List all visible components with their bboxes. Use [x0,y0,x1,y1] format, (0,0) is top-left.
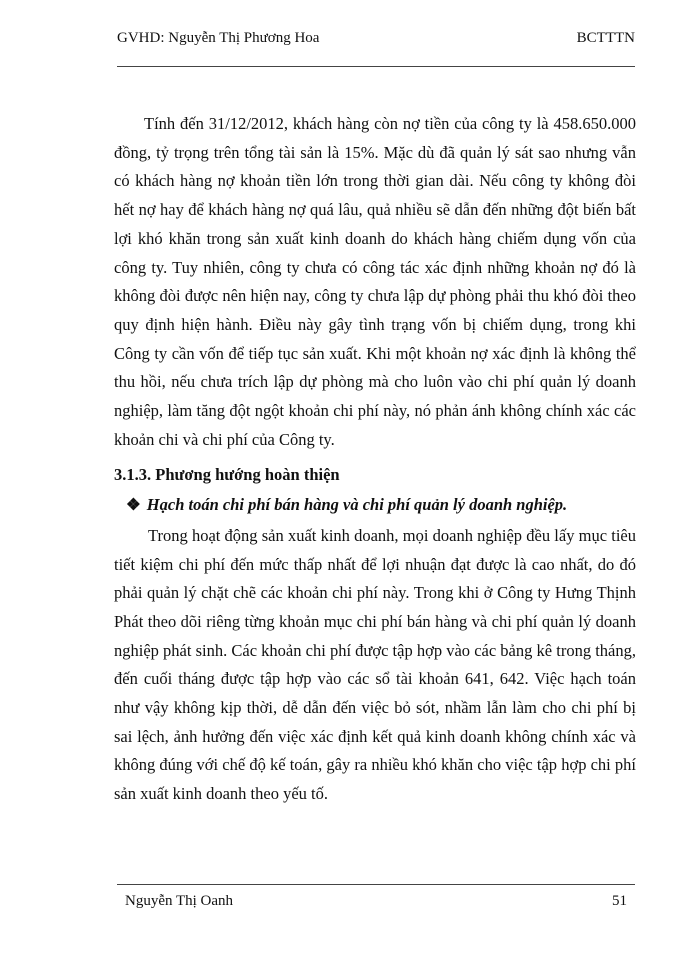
page-number: 51 [612,893,627,909]
header-divider [117,66,635,67]
body-paragraph: Trong hoạt động sản xuất kinh doanh, mọi doanh nghiệp đều lấy mục tiêu tiết kiệm chi phí đến mức thấp nhất để lợi nhuận đạt được là cao nhất, do đó phải quản lý chặt chẽ các khoản chi phí này. Trong khi ở Công ty Hưng Thịnh Phát theo dõi riêng từng khoản mục chi phí bán hàng và chi phí quản lý doanh nghiệp phát sinh. Các khoản chi phí được tập hợp vào các bảng kê trong tháng, đến cuối tháng được tập hợp vào các sổ tài khoản 641, 642. Việc hạch toán như vậy không kịp thời, dễ dẫn đến việc bỏ sót, nhầm lẫn làm cho chi phí bị sai lệch, ảnh hưởng đến việc xác định kết quả kinh doanh không chính xác và không đúng với chế độ kế toán, gây ra nhiều khó khăn cho việc tập hợp chi phí sản xuất kinh doanh theo yếu tố. [114,525,636,804]
body-paragraph: Tính đến 31/12/2012, khách hàng còn nợ tiền của công ty là 458.650.000 đồng, tỷ trọng trên tổng tài sản là 15%. Mặc dù đã quản lý sát sao nhưng vẫn có khách hàng nợ khoản tiền lớn trong thời gian dài. Nếu công ty không đòi hết nợ hay để khách hàng nợ quá lâu, quả nhiều sẽ dẫn đến những đột biến bất lợi khó khăn trong sản xuất kinh doanh do khách hàng chiếm dụng vốn của công ty. Tuy nhiên, công ty chưa có công tác xác định những khoản nợ đó là không đòi được nên hiện nay, công ty chưa lập dự phòng phải thu khó đòi theo quy định hiện hành. Điều này gây tình trạng vốn bị chiếm dụng, trong khi Công ty cần vốn để tiếp tục sản xuất. Khi một khoản nợ xác định là không thể thu hồi, nếu chưa trích lập dự phòng mà cho luôn vào chi phí quản lý doanh nghiệp, làm tăng đột ngột khoản chi phí này, nó phản ánh không chính xác các khoản chi và chi phí của Công ty. [114,114,636,449]
footer-divider [117,884,635,885]
diamond-bullet-icon: ❖ [126,495,141,515]
subsection-heading-text: Hạch toán chi phí bán hàng và chi phí quản lý doanh nghiệp. [146,495,568,515]
page-header [117,30,635,52]
section-heading: 3.1.3. Phương hướng hoàn thiện [114,465,340,485]
subsection-heading [114,491,636,520]
footer-author: Nguyễn Thị Oanh [125,893,234,909]
header-advisor: GVHD: Nguyễn Thị Phương Hoa [117,30,320,46]
header-report-code: BCTTTN [576,30,635,46]
page-body [114,110,636,809]
